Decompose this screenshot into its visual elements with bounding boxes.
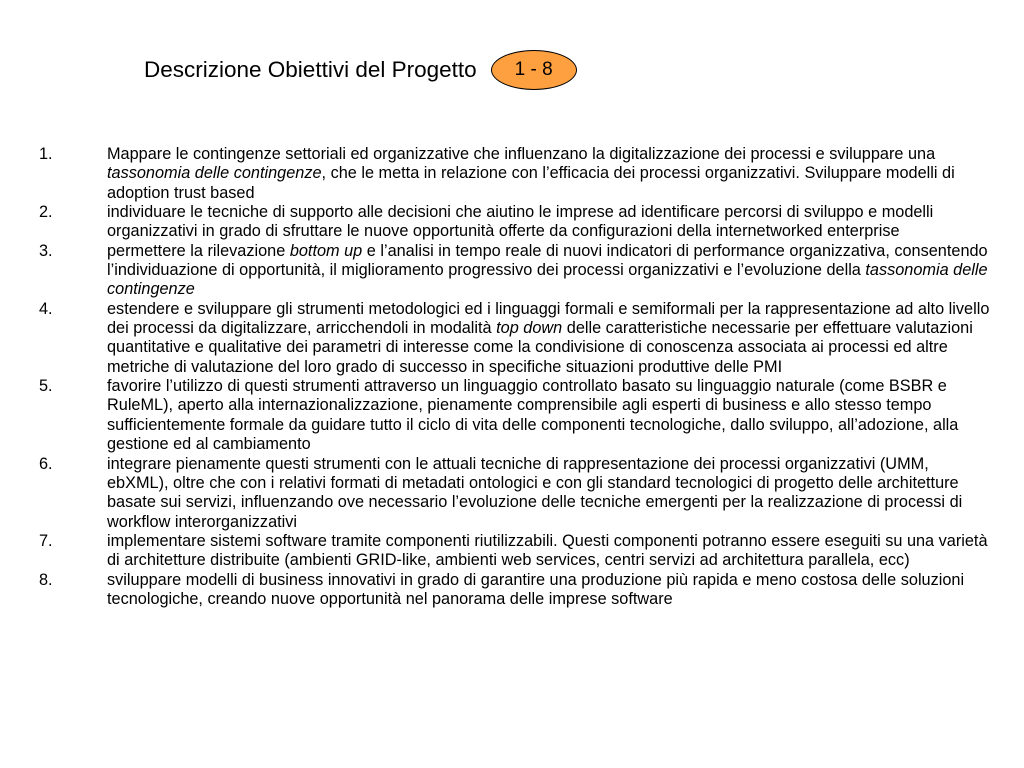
objective-text bbox=[107, 377, 994, 454]
objective-text bbox=[107, 242, 994, 300]
objective-text-part: estendere e sviluppare gli strumenti metodologici ed i linguaggi formali e semiformali per la rappresentazione ad alto livello dei processi da digitalizzare, arricchendoli in modalità bbox=[107, 299, 990, 338]
objective-text bbox=[107, 571, 994, 610]
objective-text bbox=[107, 532, 994, 571]
objective-text-italic: bottom up bbox=[289, 241, 363, 260]
objective-text-part: permettere la rilevazione bbox=[107, 241, 290, 260]
objective-number: 6. bbox=[39, 454, 53, 473]
objective-text-italic: tassonomia delle contingenze bbox=[107, 164, 322, 183]
slide-header bbox=[144, 48, 577, 92]
objective-number: 3. bbox=[39, 241, 53, 260]
objective-text-part: delle caratteristiche necessarie per effettuare valutazioni quantitative e qualitative dei parametri di interesse come la condivisione di conoscenza associata ai processi ed altre metriche di valutazione del loro grado di successo in specifiche situazioni produttive delle PMI bbox=[107, 319, 973, 376]
objective-number: 7. bbox=[39, 531, 53, 550]
objective-text-part: integrare pienamente questi strumenti con le attuali tecniche di rappresentazione dei processi organizzativi (UMM, ebXML), oltre che con i relativi formati di metadati ontologici e con gli standard tecnologici di progetto delle architetture basate sui servizi, influenzando ove necessario l’evoluzione delle tecniche emergenti per la realizzazione di processi di workflow interorganizzativi bbox=[107, 454, 963, 531]
page-number-badge bbox=[491, 50, 577, 90]
objective-text bbox=[107, 203, 994, 242]
objective-text-part: Mappare le contingenze settoriali ed organizzative che influenzano la digitalizzazione dei processi e sviluppare una bbox=[107, 145, 936, 163]
objective-number: 2. bbox=[39, 203, 53, 222]
page-title: Descrizione Obiettivi del Progetto bbox=[144, 57, 477, 82]
objective-number: 1. bbox=[39, 145, 53, 163]
objective-item bbox=[39, 571, 994, 610]
objectives-list bbox=[39, 145, 994, 609]
objective-text-part: favorire l’utilizzo di questi strumenti attraverso un linguaggio controllato basato su linguaggio naturale (come BSBR e RuleML), aperto alla internazionalizzazione, pienamente comprensibile agli esperti di business e allo stesso tempo sufficientemente formale da guidare tutto il ciclo di vita delle componenti tecnologiche, dallo sviluppo, all’adozione, alla gestione ed al cambiamento bbox=[107, 377, 959, 454]
page-number-label: 1 - 8 bbox=[514, 59, 553, 80]
objective-text bbox=[107, 300, 994, 377]
objective-item bbox=[39, 203, 994, 242]
objective-text-part: e l’analisi in tempo reale di nuovi indicatori di performance organizzativa, consentendo l’individuazione di opportunità, il miglioramento progressivo dei processi organizzativi e l’evoluzione della bbox=[107, 241, 988, 280]
objective-text-part: implementare sistemi software tramite componenti riutilizzabili. Questi componenti potranno essere eseguiti su una varietà di architetture distribuite (ambienti GRID-like, ambienti web services, centri servizi ad architettura parallela, ecc) bbox=[107, 531, 988, 570]
objective-text-italic: tassonomia delle contingenze bbox=[107, 261, 988, 299]
objective-item bbox=[39, 532, 994, 571]
objective-text-part: , che le metta in relazione con l’efficacia dei processi organizzativi. Sviluppare modelli di adoption trust based bbox=[107, 164, 955, 202]
objective-item bbox=[39, 145, 994, 203]
objective-text bbox=[107, 145, 994, 203]
objective-number: 8. bbox=[39, 570, 53, 589]
objective-number: 5. bbox=[39, 377, 53, 396]
objective-item bbox=[39, 455, 994, 532]
objective-item bbox=[39, 242, 994, 300]
objective-text bbox=[107, 455, 994, 532]
objective-item bbox=[39, 377, 994, 454]
objective-item bbox=[39, 300, 994, 377]
objective-text-part: sviluppare modelli di business innovativi in grado di garantire una produzione più rapida e meno costosa delle soluzioni tecnologiche, creando nuove opportunità nel panorama delle imprese software bbox=[107, 570, 965, 608]
objective-number: 4. bbox=[39, 299, 53, 318]
objective-text-part: individuare le tecniche di supporto alle decisioni che aiutino le imprese ad identificare percorsi di sviluppo e modelli organizzativi in grado di sfruttare le nuove opportunità offerte da configurazioni della internetworked enterprise bbox=[107, 203, 934, 241]
objective-text-italic: top down bbox=[496, 319, 563, 338]
